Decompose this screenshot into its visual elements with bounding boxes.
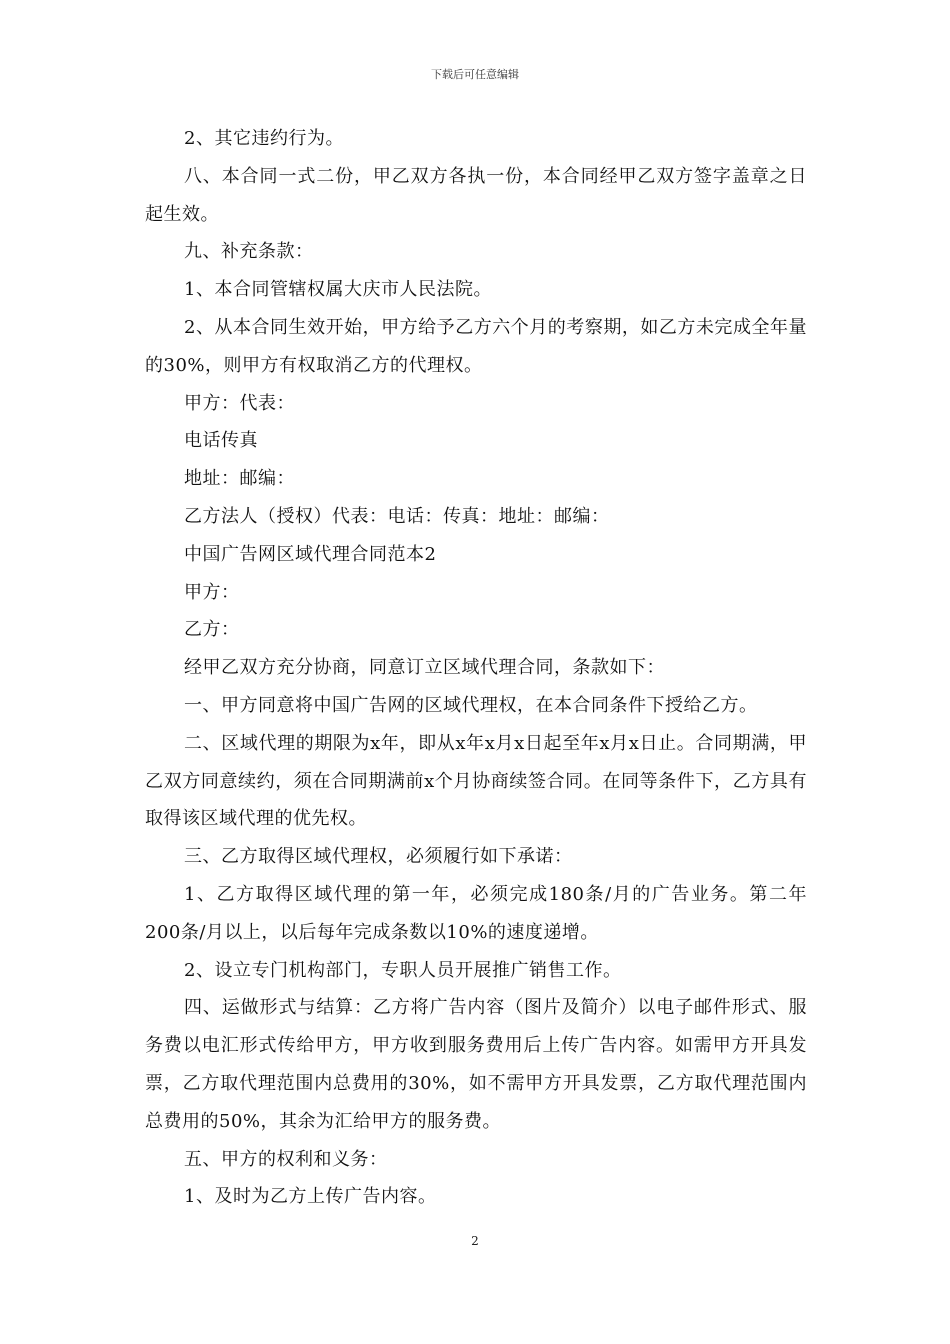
paragraph: 经甲乙双方充分协商，同意订立区域代理合同，条款如下： (184, 657, 665, 679)
paragraph: 三、乙方取得区域代理权，必须履行如下承诺： (184, 846, 573, 868)
paragraph: 四、运做形式与结算：乙方将广告内容（图片及简介）以电子邮件形式、服务费以电汇形式传给甲方，甲方收到服务费用后上传广告内容。如需甲方开具发票，乙方取代理范围内总费用的30%，如不需甲方开具发票，乙方取代理范围内总费用的50%，其余为汇给甲方的服务费。 (145, 997, 807, 1132)
paragraph: 1、乙方取得区域代理的第一年，必须完成180条/月的广告业务。第二年200条/月以上，以后每年完成条数以10%的速度递增。 (145, 883, 807, 943)
paragraph: 2、设立专门机构部门，专职人员开展推广销售工作。 (184, 959, 622, 981)
page-header: 下载后可任意编辑 (431, 68, 519, 81)
paragraph: 九、补充条款： (184, 241, 314, 263)
paragraph: 中国广告网区域代理合同范本2 (184, 543, 437, 565)
paragraph: 2、其它违约行为。 (184, 128, 344, 149)
paragraph: 2、从本合同生效开始，甲方给予乙方六个月的考察期，如乙方未完成全年量的30%，则甲方有权取消乙方的代理权。 (145, 316, 807, 376)
paragraph: 乙方： (184, 619, 240, 641)
paragraph: 乙方法人（授权）代表：电话：传真：地址：邮编： (184, 505, 610, 527)
paragraph: 电话传真 (184, 430, 258, 452)
page-number: 2 (471, 1234, 479, 1248)
paragraph: 五、甲方的权利和义务： (184, 1148, 388, 1170)
paragraph: 甲方： (184, 581, 240, 603)
paragraph: 二、区域代理的期限为x年，即从x年x月x日起至年x月x日止。合同期满，甲乙双方同意续约，须在合同期满前x个月协商续签合同。在同等条件下，乙方具有取得该区域代理的优先权。 (145, 732, 807, 830)
paragraph: 地址：邮编： (184, 468, 295, 490)
paragraph: 甲方：代表： (184, 392, 295, 414)
paragraph: 八、本合同一式二份，甲乙双方各执一份，本合同经甲乙双方签字盖章之日起生效。 (145, 165, 807, 225)
document-body (145, 120, 807, 1216)
paragraph: 1、本合同管辖权属大庆市人民法院。 (184, 279, 492, 301)
paragraph: 1、及时为乙方上传广告内容。 (184, 1186, 437, 1208)
paragraph: 一、甲方同意将中国广告网的区域代理权，在本合同条件下授给乙方。 (184, 694, 758, 716)
